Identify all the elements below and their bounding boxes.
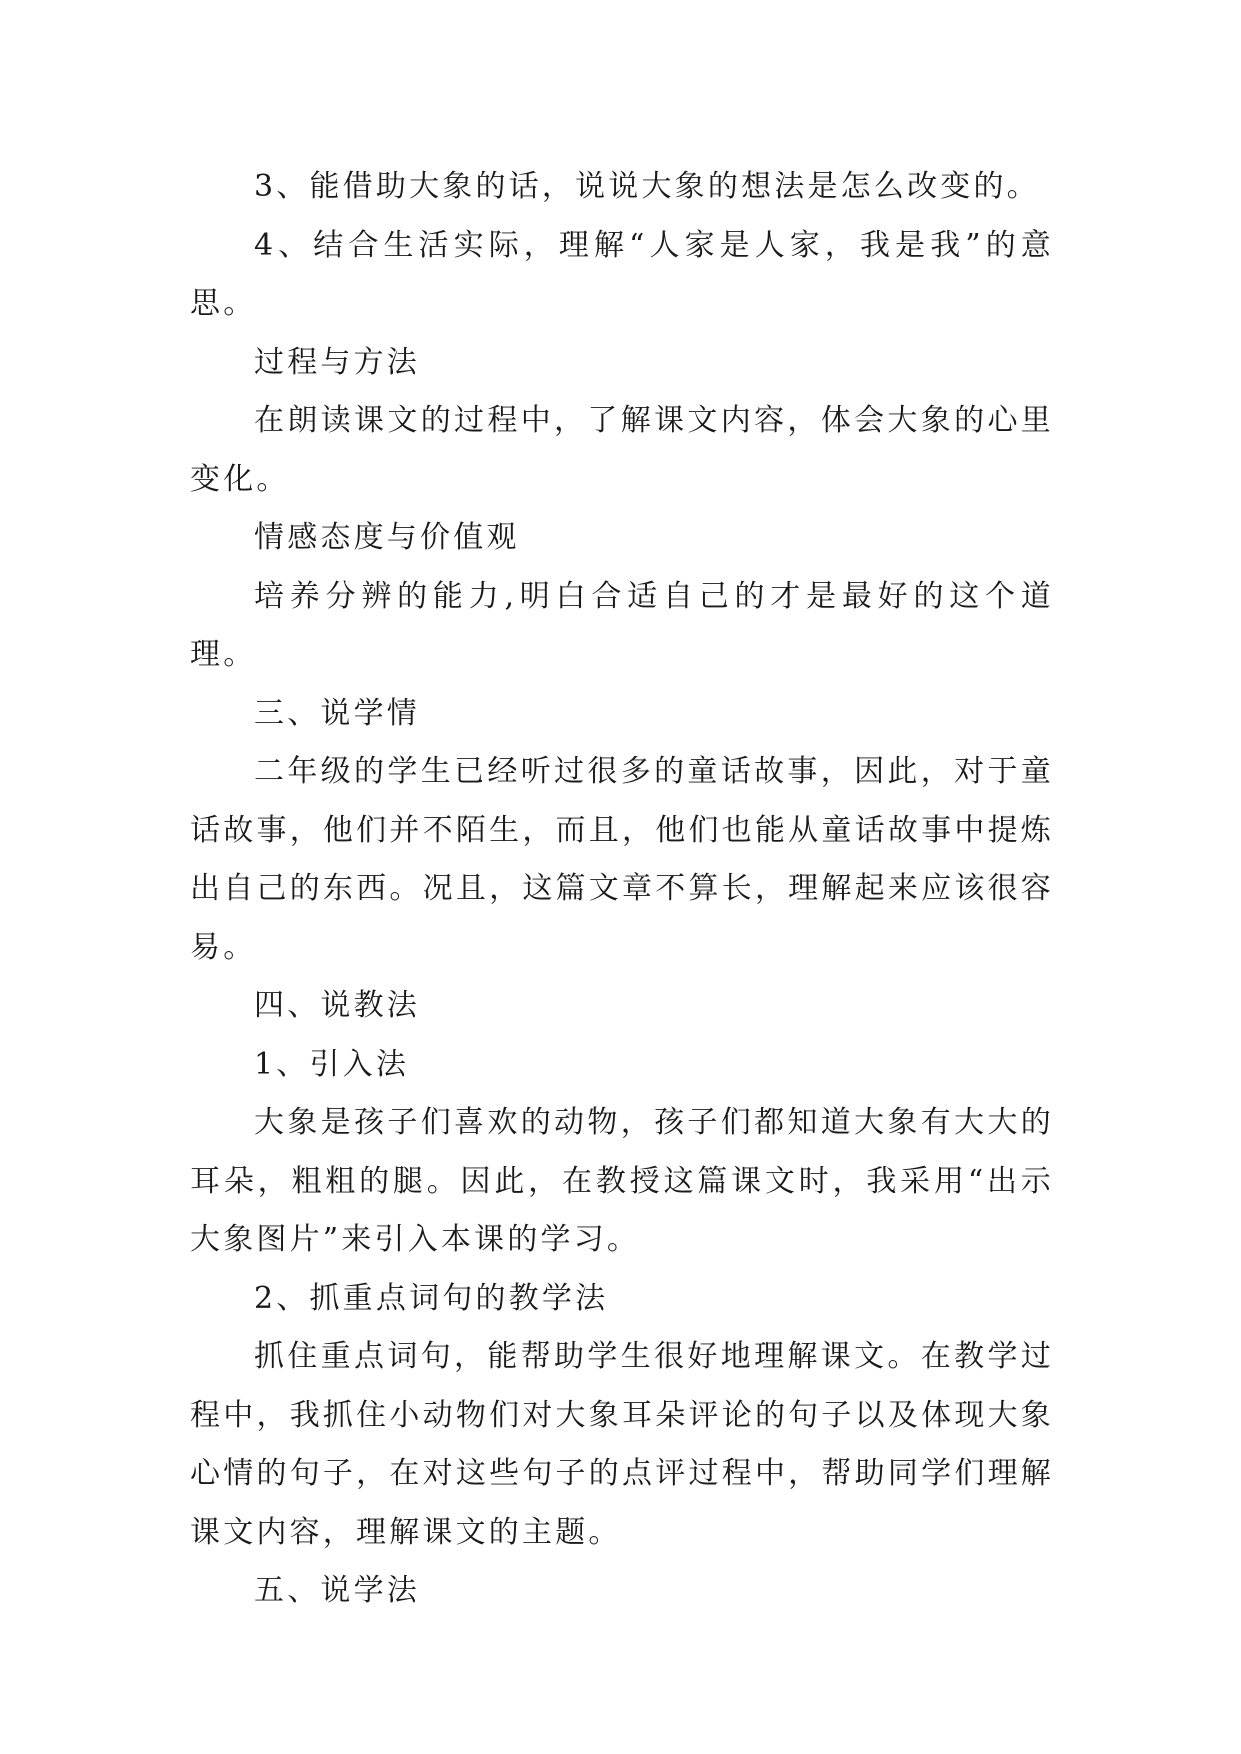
process-method-text: 在朗读课文的过程中，了解课文内容，体会大象的心里变化。 (190, 403, 1054, 497)
emotion-values-text: 培养分辨的能力,明白合适自己的才是最好的这个道理。 (190, 578, 1054, 672)
objective-3: 3、能借助大象的话，说说大象的想法是怎么改变的。 (254, 169, 1040, 204)
heading-teaching-method: 四、说教法 (254, 988, 420, 1023)
heading-key-phrases-method: 2、抓重点词句的教学法 (254, 1280, 609, 1316)
heading-process-method: 过程与方法 (254, 344, 420, 380)
heading-introduction-method: 1、引入法 (254, 1046, 410, 1082)
student-situation-text: 二年级的学生已经听过很多的童话故事，因此，对于童话故事，他们并不陌生，而且，他们也能从童话故事中提炼出自己的东西。况且，这篇文章不算长，理解起来应该很容易。 (190, 754, 1054, 965)
document-page (190, 158, 1054, 1621)
heading-emotion-values: 情感态度与价值观 (254, 520, 520, 555)
key-phrases-method-text: 抓住重点词句，能帮助学生很好地理解课文。在教学过程中，我抓住小动物们对大象耳朵评论的句子以及体现大象心情的句子，在对这些句子的点评过程中，帮助同学们理解课文内容，理解课文的主题。 (190, 1339, 1054, 1550)
heading-learning-method: 五、说学法 (254, 1573, 420, 1608)
heading-student-situation: 三、说学情 (254, 695, 420, 731)
objective-4: 4、结合生活实际，理解“人家是人家，我是我”的意思。 (190, 227, 1054, 321)
introduction-method-text: 大象是孩子们喜欢的动物，孩子们都知道大象有大大的耳朵，粗粗的腿。因此，在教授这篇课文时，我采用“出示大象图片”来引入本课的学习。 (190, 1105, 1054, 1257)
